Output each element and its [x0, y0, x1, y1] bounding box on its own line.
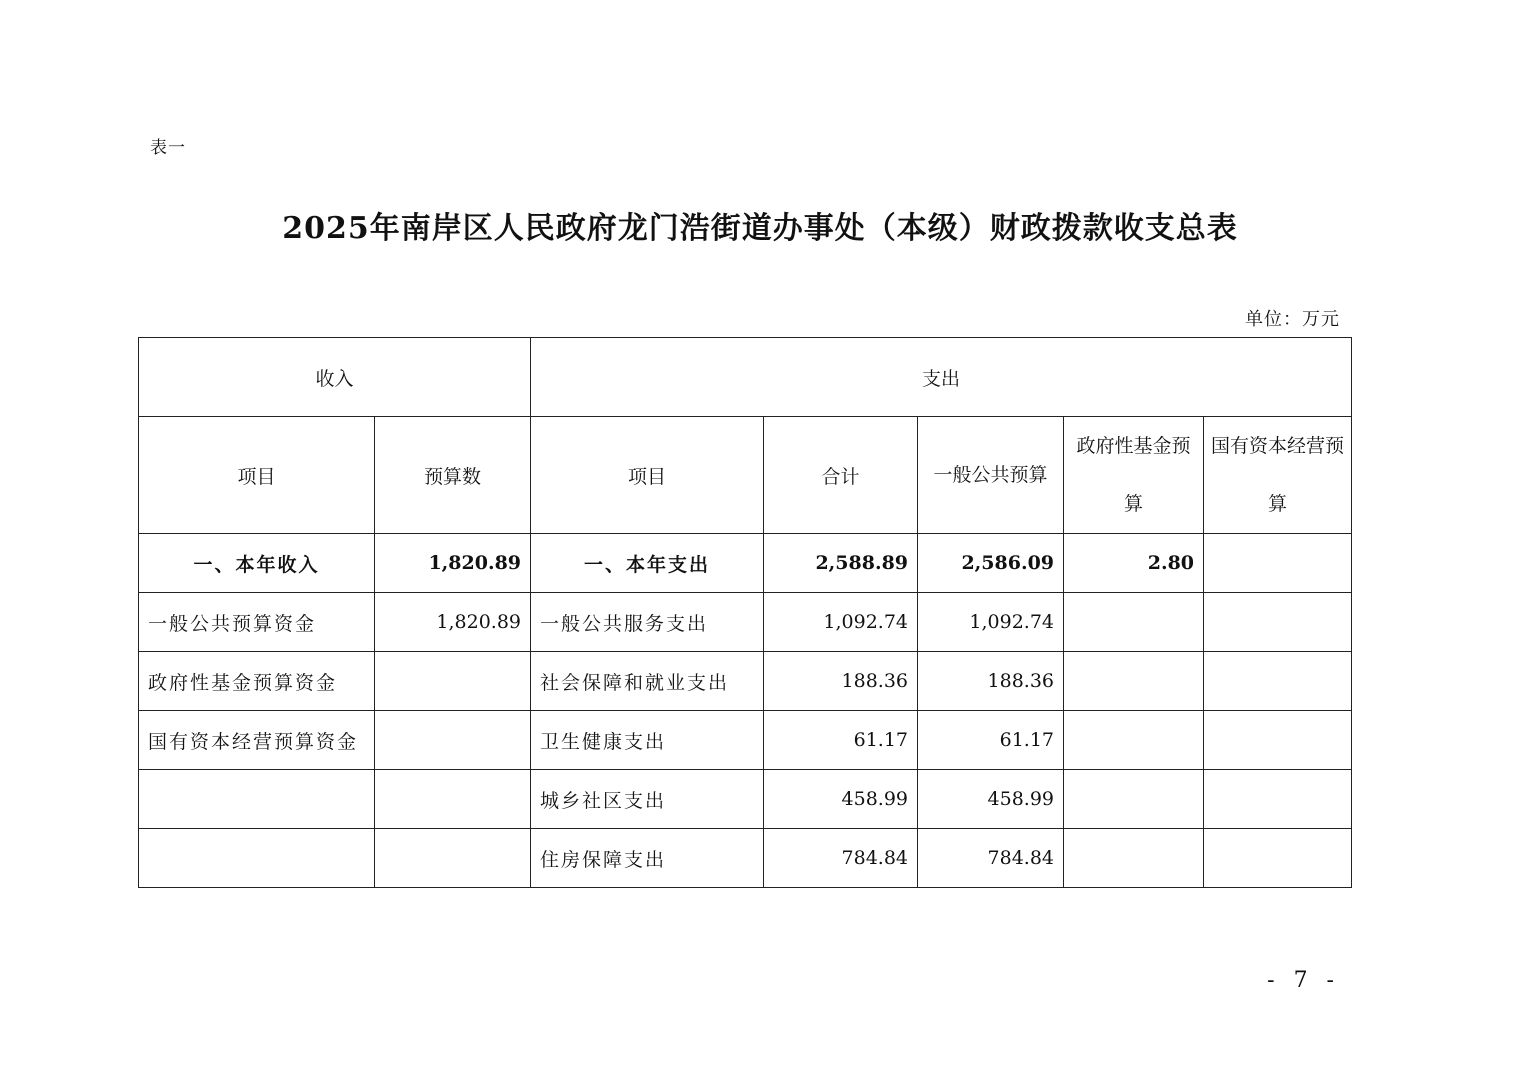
- income-budget-cell: [375, 770, 531, 829]
- table-label: 表一: [150, 138, 186, 158]
- document-title: 2025年南岸区人民政府龙门浩街道办事处（本级）财政拨款收支总表: [282, 211, 1238, 246]
- exp-fund-cell: [1064, 829, 1204, 888]
- exp-state-cell: [1204, 593, 1352, 652]
- exp-general-cell: 784.84: [918, 829, 1064, 888]
- exp-general-cell: 458.99: [918, 770, 1064, 829]
- exp-item-cell: 社会保障和就业支出: [531, 652, 764, 711]
- exp-general-cell: 1,092.74: [918, 593, 1064, 652]
- income-item-header: 项目: [139, 417, 375, 534]
- exp-item-header: 项目: [531, 417, 764, 534]
- exp-total-cell: 784.84: [764, 829, 918, 888]
- income-budget-cell: 1,820.89: [375, 593, 531, 652]
- summary-income-item: 一、本年收入: [139, 534, 375, 593]
- exp-state-header: 国有资本经营预算: [1204, 417, 1352, 534]
- exp-fund-cell: [1064, 770, 1204, 829]
- income-item-cell: 政府性基金预算资金: [139, 652, 375, 711]
- income-item-cell: [139, 770, 375, 829]
- exp-item-cell: 城乡社区支出: [531, 770, 764, 829]
- income-item-cell: 一般公共预算资金: [139, 593, 375, 652]
- table-row: [139, 829, 1352, 888]
- exp-total-header: 合计: [764, 417, 918, 534]
- exp-state-cell: [1204, 652, 1352, 711]
- exp-fund-cell: [1064, 593, 1204, 652]
- header-row-sub: [139, 417, 1352, 534]
- unit-label: 单位：万元: [1245, 309, 1340, 330]
- exp-total-cell: 188.36: [764, 652, 918, 711]
- summary-exp-item: 一、本年支出: [531, 534, 764, 593]
- page-number: - 7 -: [1267, 968, 1340, 993]
- header-row-top: [139, 338, 1352, 417]
- income-budget-cell: [375, 829, 531, 888]
- summary-exp-state: [1204, 534, 1352, 593]
- exp-state-cell: [1204, 711, 1352, 770]
- income-item-cell: [139, 829, 375, 888]
- income-item-cell: 国有资本经营预算资金: [139, 711, 375, 770]
- table-row: [139, 770, 1352, 829]
- income-header: 收入: [139, 338, 531, 417]
- exp-fund-cell: [1064, 652, 1204, 711]
- exp-total-cell: 61.17: [764, 711, 918, 770]
- summary-row: [139, 534, 1352, 593]
- exp-fund-header: 政府性基金预算: [1064, 417, 1204, 534]
- summary-exp-total: 2,588.89: [764, 534, 918, 593]
- exp-item-cell: 卫生健康支出: [531, 711, 764, 770]
- exp-state-cell: [1204, 829, 1352, 888]
- exp-general-cell: 188.36: [918, 652, 1064, 711]
- expenditure-header: 支出: [531, 338, 1352, 417]
- table-row: [139, 652, 1352, 711]
- summary-exp-fund: 2.80: [1064, 534, 1204, 593]
- income-budget-cell: [375, 711, 531, 770]
- summary-income-budget: 1,820.89: [375, 534, 531, 593]
- exp-total-cell: 1,092.74: [764, 593, 918, 652]
- income-budget-cell: [375, 652, 531, 711]
- exp-general-cell: 61.17: [918, 711, 1064, 770]
- summary-exp-general: 2,586.09: [918, 534, 1064, 593]
- budget-table: [138, 337, 1352, 888]
- exp-item-cell: 一般公共服务支出: [531, 593, 764, 652]
- exp-total-cell: 458.99: [764, 770, 918, 829]
- income-budget-header: 预算数: [375, 417, 531, 534]
- table-row: [139, 593, 1352, 652]
- exp-item-cell: 住房保障支出: [531, 829, 764, 888]
- exp-fund-cell: [1064, 711, 1204, 770]
- exp-general-header: 一般公共预算: [918, 417, 1064, 534]
- table-row: [139, 711, 1352, 770]
- exp-state-cell: [1204, 770, 1352, 829]
